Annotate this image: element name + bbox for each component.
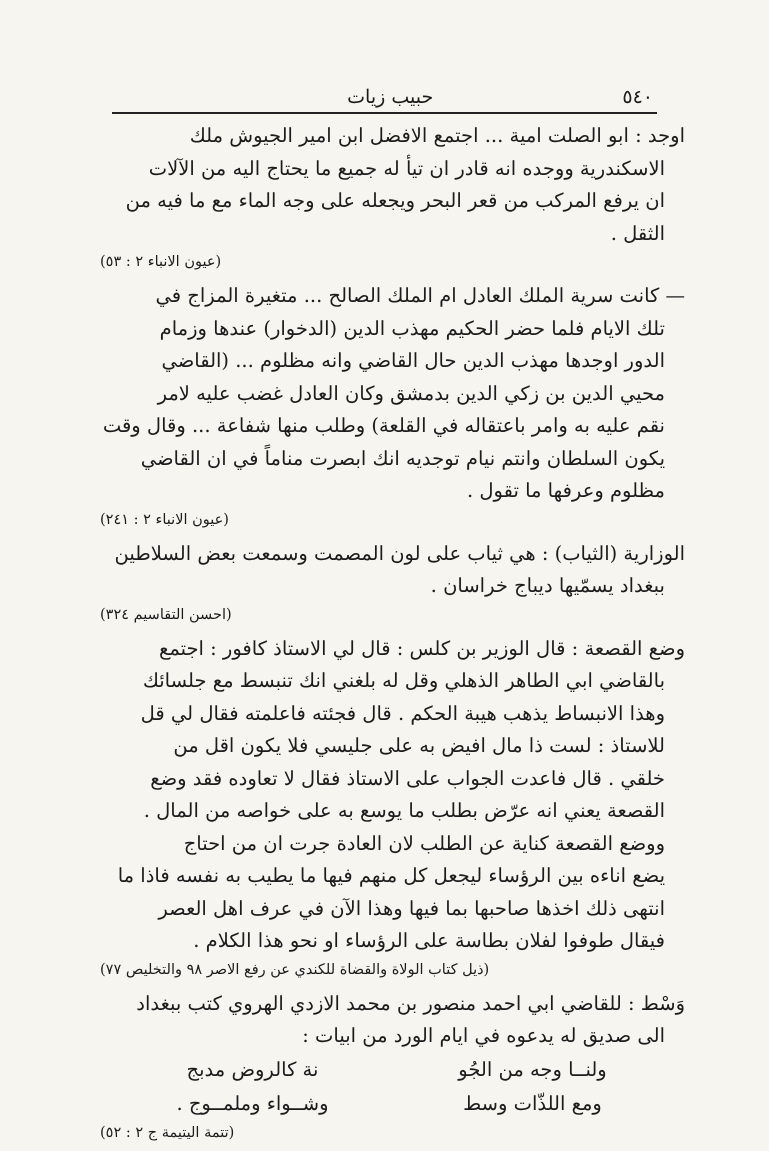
entry-line: فيقال طوفوا لفلان بطاسة على الرؤساء او نحو هذا الكلام . (193, 929, 665, 952)
citation (100, 958, 685, 982)
running-header (118, 78, 653, 108)
glossary-entry (100, 280, 685, 532)
entry-line: الاسكندرية ووجده انه قادر ان تيأ له جميع ما يحتاج اليه من الآلات (148, 156, 665, 180)
entry-line: وهذا الانبساط يذهب هيبة الحكم . قال فجئته فاعلمته فقال لي قل (140, 701, 665, 725)
citation-text: (عيون الانباء ٢ : ٥٣) (100, 254, 222, 270)
header-rule (112, 112, 657, 114)
verse-hemistich: وشــواء وملمــوج . (176, 1091, 329, 1115)
entry-line: نقم عليه به وامر باعتقاله في القلعة) وطلب منها شفاعة ... وقال وقت (102, 414, 665, 437)
running-title: حبيب زيات (347, 86, 434, 108)
entry-line: بالقاضي ابي الطاهر الذهلي وقل له بلغني انك تنبسط مع جلسائك (142, 669, 665, 692)
verse-line (100, 1087, 685, 1121)
entry-line: يضع اناءه بين الرؤساء ليجعل كل منهم فيها ما يطيب به نفسه فاذا ما (117, 864, 665, 887)
page-number: ٥٤٠ (622, 86, 653, 108)
entry-line: انتهى ذلك اخذها صاحبها بما فيها وهذا الآن في عرف اهل العصر (158, 896, 665, 920)
citation (100, 1121, 685, 1145)
verse-line (100, 1053, 685, 1087)
entry-line: محيي الدين بن زكي الدين بدمشق وكان العادل غضب عليه لامر (157, 381, 665, 405)
entry-line: الثقل . (610, 221, 665, 245)
citation-text: (تتمة اليتيمة ج ٢ : ٥٢) (100, 1124, 235, 1141)
glossary-entry (100, 988, 685, 1145)
verse-hemistich: ولنــا وجه من الجُو (458, 1057, 607, 1081)
citation (100, 603, 685, 627)
entry-line: وَسْط : للقاضي ابي احمد منصور بن محمد الازدي الهروي كتب ببغداد (136, 991, 685, 1015)
entry-line: الدور اوجدها مهذب الدين حال القاضي وانه مظلوم ... (القاضي (161, 349, 665, 372)
verse-hemistich: نة كالروض مدبج (186, 1057, 319, 1081)
entry-line: القصعة يعني انه عرّض بطلب ما يوسع به على خواصه من المال . (143, 799, 665, 822)
citation-text: (عيون الانباء ٢ : ٢٤١) (100, 511, 229, 528)
citation (100, 250, 685, 274)
entry-line: للاستاذ : لست ذا مال افيض به على جليسي فلا يكون اقل من (173, 734, 665, 757)
page-body (100, 120, 685, 1151)
entry-line: اوجد : ابو الصلت امية ... اجتمع الافضل ابن امير الجيوش ملك (189, 124, 685, 147)
glossary-entry (100, 120, 685, 274)
entry-line: مظلوم وعرفها ما تقول . (466, 479, 665, 502)
glossary-entry (100, 538, 685, 627)
entry-line: الى صديق له يدعوه في ايام الورد من ابيات : (302, 1024, 665, 1047)
citation-text: (احسن التقاسيم ٣٢٤) (100, 606, 232, 623)
entry-line: خلقي . قال فاعدت الجواب على الاستاذ فقال لا تعاوده فقد وضع (150, 766, 665, 790)
entry-line: وضع القصعة : قال الوزير بن كلس : قال لي الاستاذ كافور : اجتمع (158, 636, 685, 660)
entry-line: تلك الايام فلما حضر الحكيم مهذب الدين (الدخوار) عندها وزمام (159, 316, 665, 340)
entry-line: يكون السلطان وانتم نيام توجديه انك ابصرت مناماً في ان القاضي (140, 446, 665, 470)
glossary-entry (100, 633, 685, 982)
citation-text: (ذيل كتاب الولاة والقضاة للكندي عن رفع الاصر ٩٨ والتخليص ٧٧) (100, 961, 490, 978)
verse-hemistich: ومع اللذّات وسط (463, 1091, 602, 1115)
entry-line: ببغداد يسمّيها ديباج خراسان . (430, 574, 665, 597)
entry-line: ووضع القصعة كناية عن الطلب لان العادة جرت ان من احتاج (183, 831, 665, 855)
citation (100, 508, 685, 532)
entry-line: الوزارية (الثياب) : هي ثياب على لون المصمت وسمعت بعض السلاطين (114, 541, 685, 565)
entry-line: — كانت سرية الملك العادل ام الملك الصالح ... متغيرة المزاج في (155, 284, 685, 307)
entry-line: ان يرفع المركب من قعر البحر ويجعله على وجه الماء مع ما فيه من (125, 189, 665, 212)
